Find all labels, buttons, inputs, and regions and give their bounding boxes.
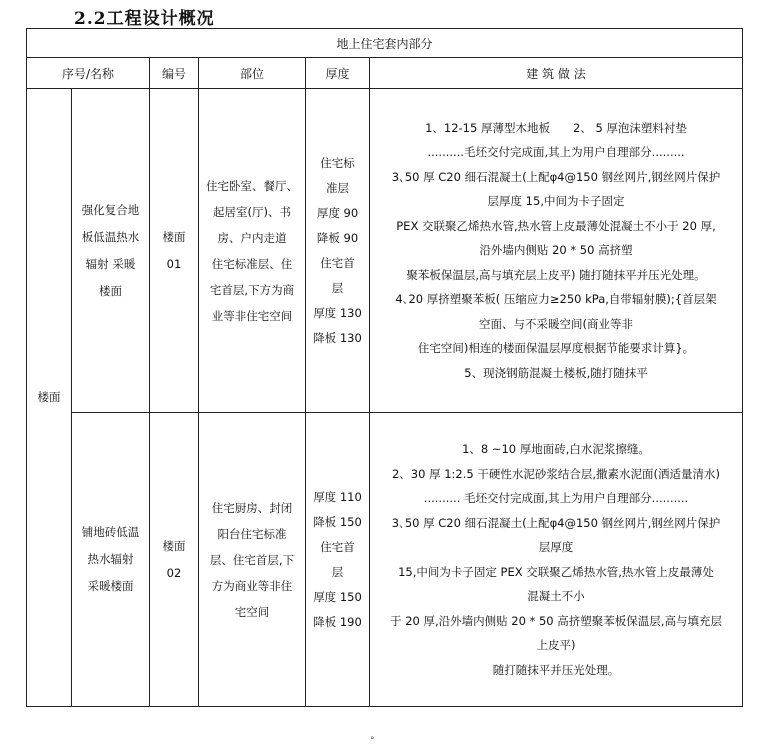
row-thickness-cell: [306, 413, 370, 707]
method-line: 层厚度: [538, 540, 574, 554]
method-line: 沿外墙内侧贴 20 * 50 高挤塑: [479, 243, 633, 258]
header-location: 部位: [199, 58, 306, 89]
cell-line: 楼面: [99, 283, 122, 298]
method-line: 聚苯板保温层,高与填充层上皮平) 随打随抹平并压光处理。: [406, 267, 706, 282]
cell-line: 降板 190: [313, 614, 362, 629]
row-code-cell: [150, 89, 199, 413]
group-label: 楼面: [37, 389, 61, 404]
table-title-row: [27, 29, 743, 58]
cell-line: 板低温热水: [81, 229, 140, 244]
cell-line: 层、住宅首层,下: [209, 552, 295, 567]
row-location-cell: [199, 89, 306, 413]
cell-line: 起居室(厅)、书: [213, 204, 291, 219]
method-line: 上皮平): [536, 638, 576, 652]
header-method: 建 筑 做 法: [370, 58, 743, 89]
cell-line: 房、户内走道: [217, 230, 287, 245]
method-line: 2、30 厚 1:2.5 干硬性水泥砂浆结合层,撒素水泥面(洒适量清水): [391, 466, 721, 481]
cell-line: 住宅标: [320, 155, 355, 170]
method-line: 5、现浇钢筋混凝土楼板,随打随抹平: [464, 365, 648, 380]
table-header-row: [27, 58, 743, 89]
method-line: .......... 毛坯交付完成面,其上为用户自理部分..........: [423, 491, 689, 505]
method-line: 3､50 厚 C20 细石混凝土(上配φ4@150 钢丝网片,钢丝网片保护: [391, 169, 721, 184]
method-line: 空面、与不采暖空间(商业等非: [479, 316, 633, 331]
method-line: ..........毛坯交付完成面,其上为用户自理部分.........: [427, 145, 685, 160]
table-title: 地上住宅套内部分: [27, 29, 743, 58]
cell-line: 宅空间: [234, 604, 270, 619]
method-line: 1、12-15 厚薄型木地板 2、 5 厚泡沫塑料衬垫: [425, 120, 687, 135]
method-line: 3､50 厚 C20 细石混凝土(上配φ4@150 钢丝网片,钢丝网片保护: [391, 515, 721, 530]
header-name: 序号/名称: [27, 58, 150, 89]
cell-line: 住宅卧室、餐厅、: [206, 178, 298, 193]
method-line: PEX 交联聚乙烯热水管,热水管上皮最薄处混凝土不小于 20 厚,: [396, 218, 716, 233]
cell-line: 楼面: [162, 229, 186, 244]
row-name-cell: [72, 89, 150, 413]
method-line: 层厚度 15,中间为卡子固定: [487, 194, 625, 209]
row-method-cell: [370, 413, 743, 707]
cell-line: 01: [166, 256, 182, 271]
row-method-cell: [370, 89, 743, 413]
cell-line: 降板 150: [313, 514, 362, 529]
cell-line: 住宅厨房、封闭: [211, 500, 293, 515]
cell-line: 辐射 采暖: [85, 256, 136, 271]
cell-line: 强化复合地: [81, 202, 140, 217]
cell-line: 降板 130: [313, 330, 362, 345]
cell-line: 降板 90: [316, 230, 359, 245]
method-line: 于 20 厚,沿外墙内侧贴 20 * 50 高挤塑聚苯板保温层,高与填充层: [390, 613, 722, 628]
header-thickness: 厚度: [306, 58, 370, 89]
cell-line: 准层: [326, 180, 349, 195]
row-thickness-cell: [306, 89, 370, 413]
method-line: 1、8 ~10 厚地面砖,白水泥浆擦缝。: [462, 442, 650, 456]
cell-line: 厚度 90: [316, 205, 359, 220]
cell-line: 层: [331, 280, 344, 295]
page-marker: °: [370, 736, 375, 746]
section-heading: 2.2工程设计概况: [74, 9, 215, 29]
method-line: 随打随抹平并压光处理。: [492, 662, 620, 677]
method-line: 15,中间为卡子固定 PEX 交联聚乙烯热水管,热水管上皮最薄处: [398, 564, 714, 579]
cell-line: 采暖楼面: [87, 579, 134, 593]
cell-line: 厚度 110: [313, 489, 362, 504]
cell-line: 02: [166, 565, 182, 580]
cell-line: 宅首层,下方为商: [209, 282, 295, 297]
cell-line: 厚度 150: [313, 589, 362, 604]
row-location-cell: [199, 413, 306, 707]
cell-line: 阳台住宅标准: [217, 526, 287, 541]
cell-line: 厚度 130: [313, 305, 362, 320]
cell-line: 住宅标准层、住: [211, 256, 293, 271]
cell-line: 层: [331, 564, 344, 579]
table-row: [27, 413, 743, 707]
cell-line: 热水辐射: [87, 552, 134, 566]
floor-construction-table: [26, 28, 743, 707]
header-code: 编号: [150, 58, 199, 89]
cell-line: 方为商业等非住: [211, 578, 293, 593]
row-name-cell: [72, 413, 150, 707]
table-row: [27, 89, 743, 413]
row-code-cell: [150, 413, 199, 707]
cell-line: 住宅首: [320, 539, 355, 554]
method-line: 混凝土不小: [527, 589, 585, 603]
cell-line: 楼面: [162, 538, 186, 553]
cell-line: 业等非住宅空间: [211, 308, 293, 323]
cell-line: 铺地砖低温: [81, 525, 140, 539]
group-cell: [27, 89, 72, 707]
method-line: 4､20 厚挤塑聚苯板( 压缩应力≥250 kPa,自带辐射膜);{首层架: [395, 292, 717, 307]
method-line: 住宅空间)相连的楼面保温层厚度根据节能要求计算}。: [417, 341, 695, 356]
cell-line: 住宅首: [320, 255, 355, 270]
